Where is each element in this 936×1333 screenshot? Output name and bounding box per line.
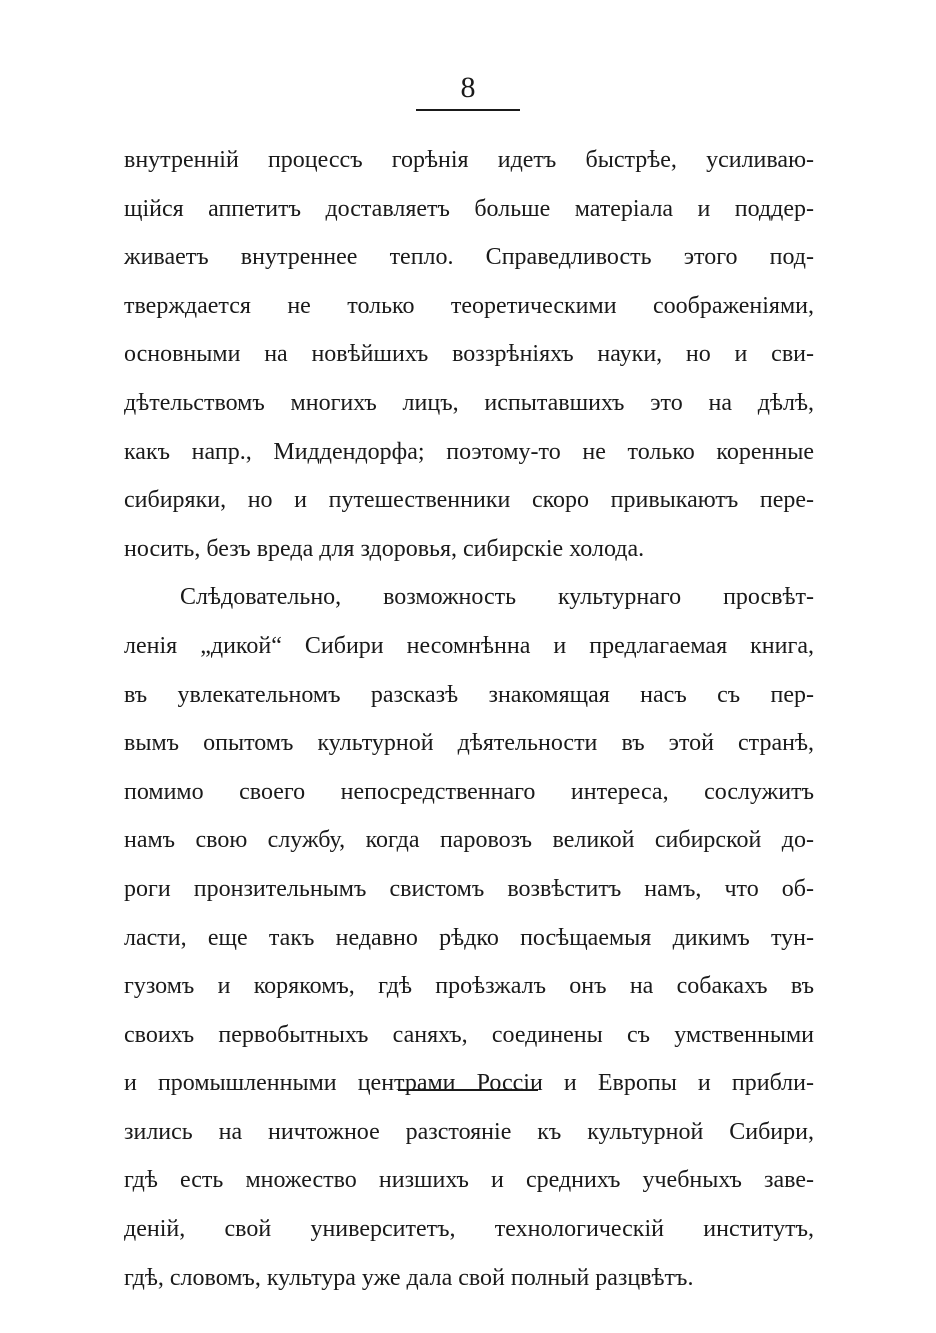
text-line: дѣтельствомъ многихъ лицъ, испытавшихъ это на дѣлѣ,	[124, 389, 814, 416]
text-line: намъ свою службу, когда паровозъ великой сибирской до-	[124, 827, 814, 854]
text-line: денiй, свой университетъ, технологическiй институтъ,	[124, 1216, 814, 1243]
text-line: основными на новѣйшихъ воззрѣнiяхъ науки, но и сви-	[124, 341, 814, 368]
text-line: въ увлекательномъ разсказѣ знакомящая насъ съ пер-	[124, 681, 814, 708]
text-line: Слѣдовательно, возможность культурнаго просвѣт-	[180, 584, 814, 611]
text-line: своихъ первобытныхъ саняхъ, соединены съ умственными	[124, 1021, 814, 1048]
text-line: зились на ничтожное разстоянiе къ культурной Сибири,	[124, 1118, 814, 1145]
text-line: и промышленными центрами Россiи и Европы и прибли-	[124, 1070, 814, 1097]
text-line: носить, безъ вреда для здоровья, сибирскiе холода.	[124, 535, 645, 562]
end-rule	[398, 1089, 538, 1091]
text-line: тверждается не только теоретическими соображенiями,	[124, 292, 814, 319]
text-line: вымъ опытомъ культурной дѣятельности въ этой странѣ,	[124, 730, 814, 757]
text-line: гдѣ есть множество низшихъ и среднихъ учебныхъ заве-	[124, 1167, 814, 1194]
text-line: живаетъ внутреннее тепло. Справедливость этого под-	[124, 244, 814, 271]
text-line: какъ напр., Миддендорфа; поэтому-то не только коренные	[124, 438, 814, 465]
text-line: роги пронзительнымъ свистомъ возвѣститъ намъ, что об-	[124, 875, 814, 902]
text-line: гузомъ и корякомъ, гдѣ проѣзжалъ онъ на собакахъ въ	[124, 973, 814, 1000]
text-line: ленiя „дикой“ Сибири несомнѣнна и предлагаемая книга,	[124, 632, 814, 659]
text-line: щiйся аппетитъ доставляетъ больше матерiала и поддер-	[124, 195, 814, 222]
text-line: помимо своего непосредственнаго интереса, сослужитъ	[124, 778, 814, 805]
text-line: внутреннiй процессъ горѣнiя идетъ быстрѣе, усиливаю-	[124, 147, 814, 173]
page-number-rule	[416, 109, 520, 111]
page-number: 8	[460, 71, 476, 104]
paragraph-1	[124, 136, 814, 573]
text-line: сибиряки, но и путешественники скоро привыкаютъ пере-	[124, 487, 814, 514]
text-line: гдѣ, словомъ, культура уже дала свой полный разцвѣтъ.	[124, 1264, 694, 1291]
body-text	[124, 136, 814, 1302]
paragraph-2	[124, 573, 814, 1302]
text-line: ласти, еще такъ недавно рѣдко посѣщаемыя дикимъ тун-	[124, 924, 814, 951]
